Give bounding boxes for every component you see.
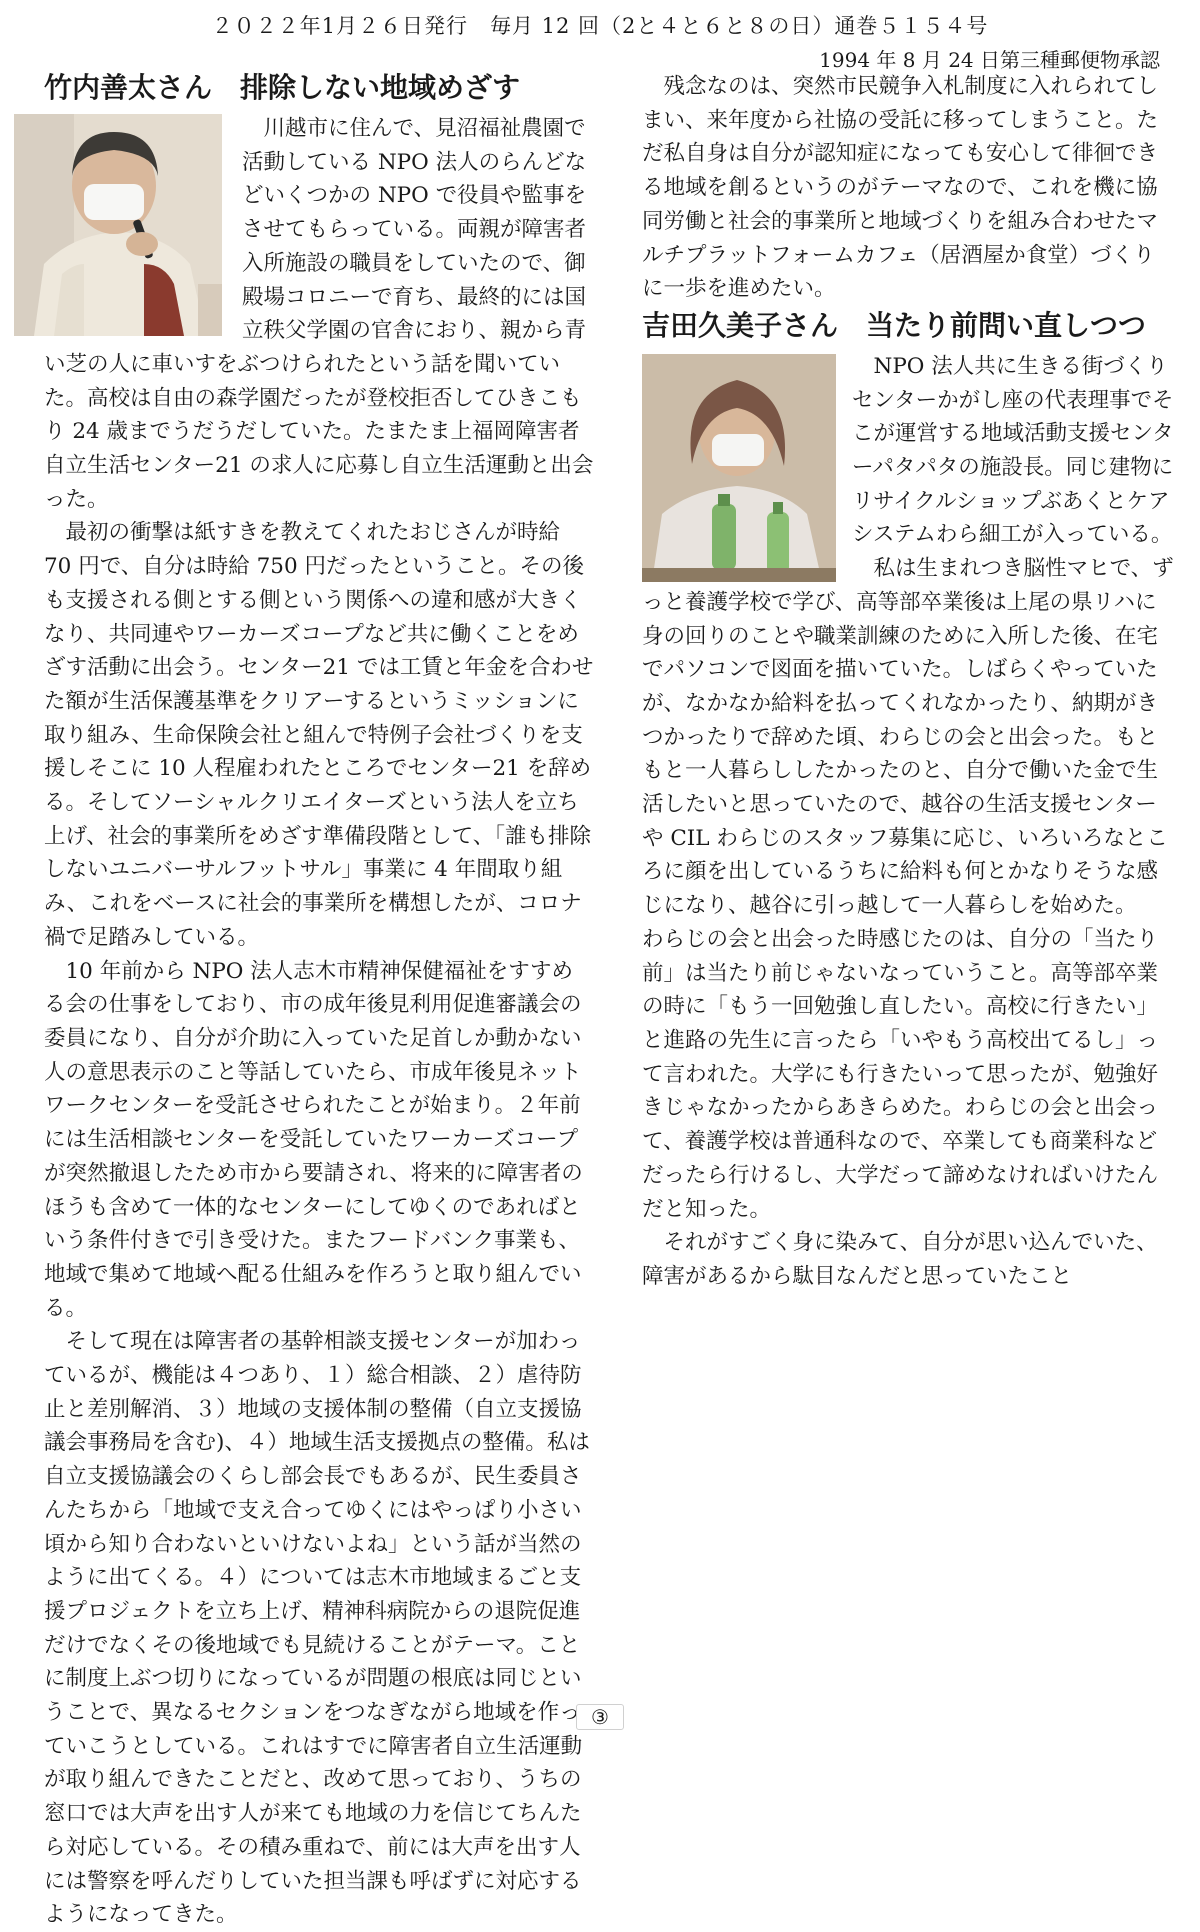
article1-paragraph-5: 残念なのは、突然市民競争入札制度に入れられてしまい、来年度から社協の受託に移ってしまうこと。ただ私自身は自分が認知症になっても安心して徘徊できる地域を創るというのがテーマなので、これを機に協同労働と社会的事業所と地域づくりを組み合わせたマルチプラットフォームカフェ（居酒屋か食堂）づくりに一歩を進めたい。 [642, 74, 1159, 302]
speaker-with-bottles-icon [642, 354, 836, 582]
article1-paragraph-2: 最初の衝撃は紙すきを教えてくれたおじさんが時給 70 円で、自分は時給 750 円だったということ。その後も支援される側とする側という関係への違和感が大きくなり、共同連やワーカーズコープなど共に働くことをめざす活動に出会う。センター21 では工賃と年金を合わせた額が生活保護基準をクリアーするというミッションに取り組み、生命保険会社と組んで特例子会社づくりを支援しそこに 10 人程雇われたところでセンター21 を辞める。そしてソーシャルクリエイターズという法人を立ち上げ、社会的事業所をめざす準備段階として、「誰も排除しないユニバーサルフットサル」事業に 4 年間取り組み、これをベースに社会的事業所を構想したが、コロナ禍で足踏みしている。 [44, 520, 594, 950]
article1-paragraph-1: 川越市に住んで、見沼福祉農園で活動している NPO 法人のらんどなどいくつかの NPO で役員や監事をさせてもらっている。両親が障害者入所施設の職員をしていたので、御殿場コロニーで育ち、最終的には国立秩父学園の官舎におり、親から青い芝の人に車いすをぶつけられたという話を聞いていた。高校は自由の森学園だったが登校拒否してひきこもり 24 歳までうだうだしていた。たまたま上福岡障害者自立生活センター21 の求人に応募し自立生活運動と出会った。 [44, 116, 594, 512]
yoshida-photo [642, 354, 836, 582]
article2-paragraph-3: わらじの会と出会った時感じたのは、自分の「当たり前」は当たり前じゃないなっていうこと。高等部卒業の時に「もう一回勉強し直したい。高校に行きたい」と進路の先生に言ったら「いやもう高校出てるし」って言われた。大学にも行きたいって思ったが、勉強好きじゃなかったからあきらめた。わらじの会と出会って、養護学校は普通科なので、卒業しても商業科などだったら行けるし、大学だって諦めなければいけたんだと知った。 [642, 926, 1159, 1222]
page-number-label: ③ [576, 1704, 624, 1730]
article2-paragraph-4: それがすごく身に染みて、自分が思い込んでいた、障害があるから駄目なんだと思っていたこと [642, 1230, 1158, 1289]
article1-paragraph-4: そして現在は障害者の基幹相談支援センターが加わっているが、機能は４つあり、１）総合相談、２）虐待防止と差別解消、３）地域の支援体制の整備（自立支援協議会事務局を含む)、４）地域生活支援拠点の整備。私は自立支援協議会のくらし部会長でもあるが、民生委員さんたちから「地域で支え合ってゆくにはやっぱり小さい頃から知り合わないといけないよね」という話が当然のように出てくる。４）については志木市地域まるごと支援プロジェクトを立ち上げ、精神科病院からの退院促進だけでなくその後地域でも見続けることがテーマ。ことに制度上ぶつ切りになっているが問題の根底は同じということで、異なるセクションをつなぎながら地域を作っていこうとしている。これはすでに障害者自立生活運動が取り組んできたことだと、改めて思っており、うちの窓口では大声を出す人が来ても地域の力を信じてちんたら対応している。その積み重ねで、前には大声を出す人には警察を呼んだりしていた担当課も呼ばずに対応するようになってきた。 [44, 1329, 590, 1928]
speaker-with-microphone-icon [14, 114, 222, 336]
article1-heading: 竹内善太さん 排除しない地域めざす [44, 71, 521, 104]
takeuchi-photo [14, 114, 222, 336]
postal-approval-line: 1994 年 8 月 24 日第三種郵便物承認 [819, 48, 1160, 72]
left-column [44, 68, 594, 1932]
article2-paragraph-1: NPO 法人共に生きる街づくりセンターかがし座の代表理事でそこが運営する地域活動支援センターパタパタの施設長。同じ建物にリサイクルショップぶあくとケアシステムわら細工が入っている。 [852, 353, 1174, 548]
page-number [0, 1704, 1200, 1730]
right-column [642, 70, 1174, 1294]
article2-paragraph-2: 私は生まれつき脳性マヒで、ずっと養護学校で学び、高等部卒業後は上尾の県リハに身の回りのことや職業訓練のために入所した後、在宅でパソコンで図面を描いていた。しばらくやっていたが、なかなか給料を払ってくれなかったり、納期がきつかったりで辞めた頃、わらじの会と出会った。もともと一人暮らししたかったのと、自分で働いた金で生活したいと思っていたので、越谷の生活支援センターや CIL わらじのスタッフ募集に応じ、いろいろなところに顔を出しているうちに給料も何とかなりそうな感じになり、越谷に引っ越して一人暮らしを始めた。 [642, 556, 1174, 919]
article1-paragraph-3: 10 年前から NPO 法人志木市精神保健福祉をすすめる会の仕事をしており、市の成年後見利用促進審議会の委員になり、自分が介助に入っていた足首しか動かない人の意思表示のこと等話していたら、市成年後見ネットワークセンターを受託させられたことが始まり。２年前には生活相談センターを受託していたワーカーズコープが突然撤退したため市から要請され、将来的に障害者のほうも含めて一体的なセンターにしてゆくのであればという条件付きで引き受けた。またフードバンク事業も、地域で集めて地域へ配る仕組みを作ろうと取り組んでいる。 [44, 958, 583, 1321]
issue-line: ２０２２年1月２６日発行 毎月 12 回（2と４と６と８の日）通巻５１５４号 [211, 14, 989, 38]
article2-heading: 吉田久美子さん 当たり前問い直しつつ [642, 308, 1147, 342]
